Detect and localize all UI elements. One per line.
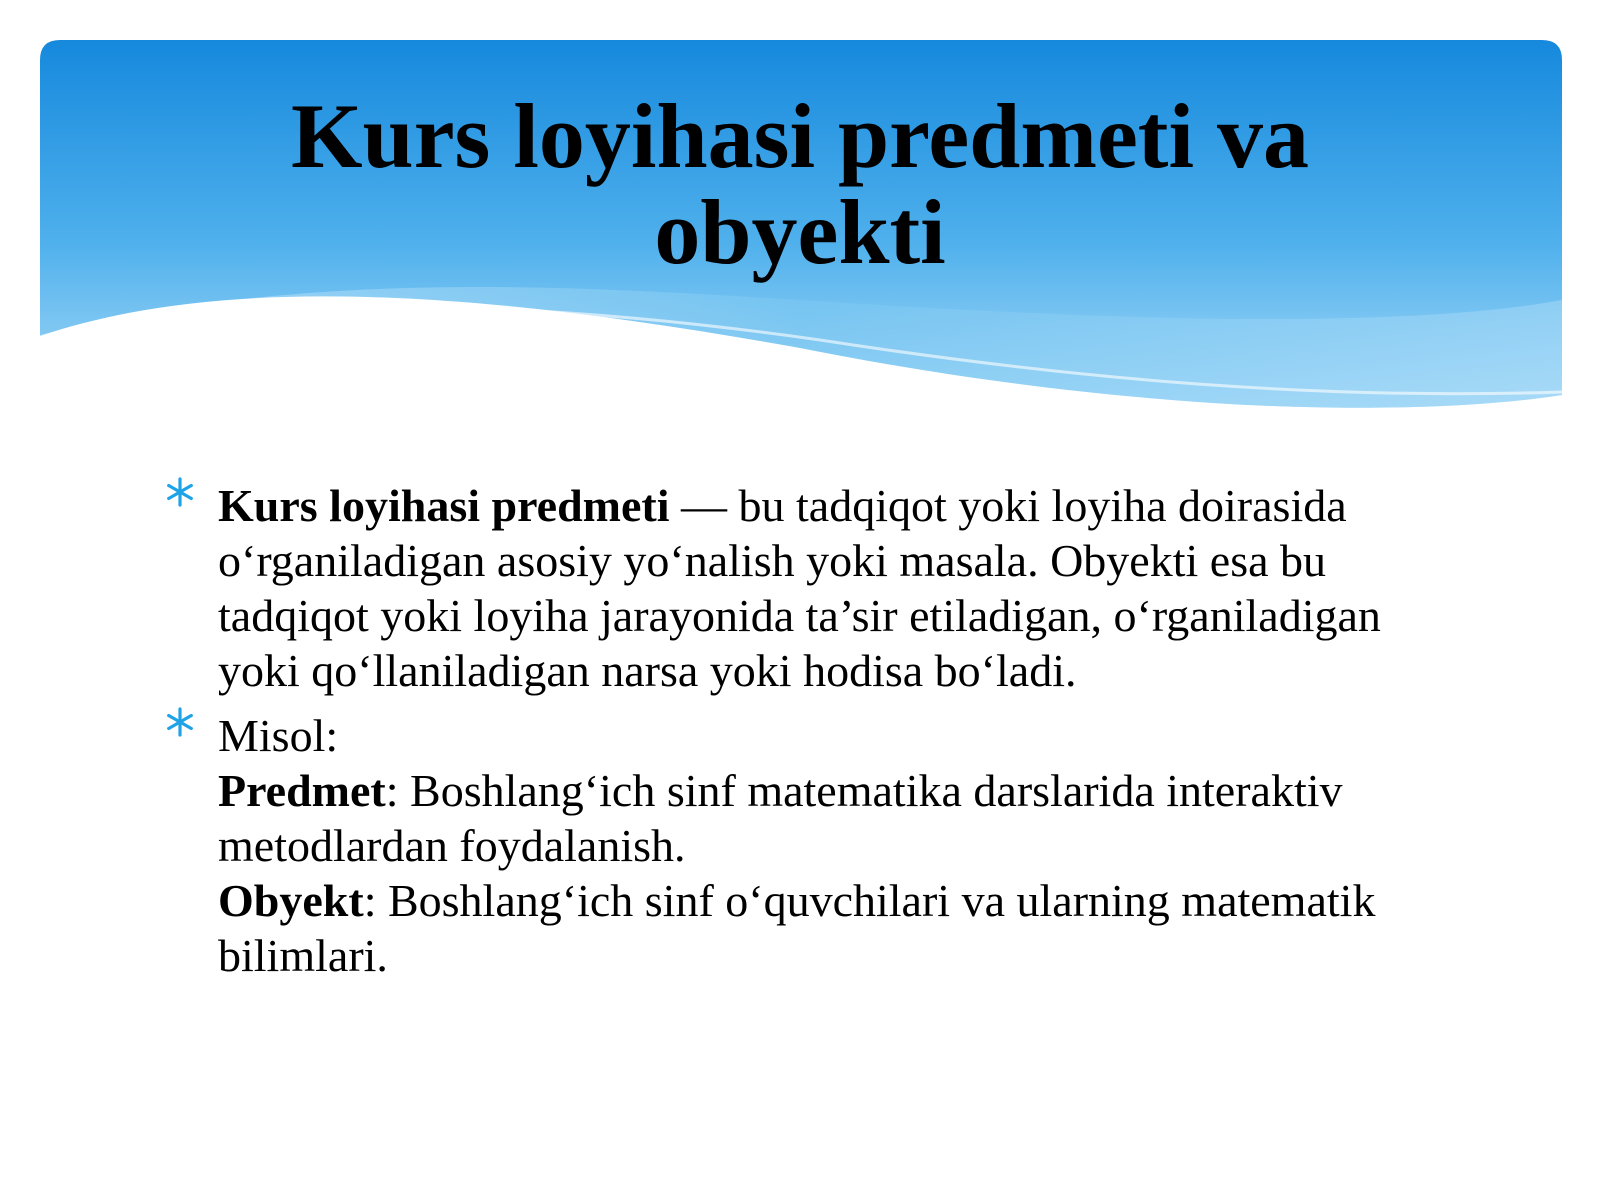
subject-label: Predmet xyxy=(218,765,386,816)
bullet-example xyxy=(160,708,1460,983)
definition-paragraph xyxy=(218,478,1460,698)
object-label: Obyekt xyxy=(218,875,364,926)
example-subject xyxy=(218,763,1460,873)
subject-text: : Boshlangʻich sinf matematika darslarida interaktiv metodlardan foydalanish. xyxy=(218,765,1343,871)
asterisk-icon xyxy=(164,476,196,508)
definition-bold-lead: Kurs loyihasi predmeti xyxy=(218,480,670,531)
slide-title: Kurs loyihasi predmeti va obyekti xyxy=(290,85,1310,283)
bullet-list xyxy=(160,478,1460,993)
asterisk-icon xyxy=(164,706,196,738)
bullet-definition xyxy=(160,478,1460,698)
example-object xyxy=(218,873,1460,983)
example-intro: Misol: xyxy=(218,710,339,761)
object-text: : Boshlangʻich sinf oʻquvchilari va ularning matematik bilimlari. xyxy=(218,875,1376,981)
definition-text: — bu tadqiqot yoki loyiha doirasida oʻrganiladigan asosiy yoʻnalish yoki masala. Obyekti esa bu tadqiqot yoki loyiha jarayonida ta’sir etiladigan, oʻrganiladigan yoki qoʻllaniladigan narsa yoki hodisa boʻladi. xyxy=(218,480,1381,696)
